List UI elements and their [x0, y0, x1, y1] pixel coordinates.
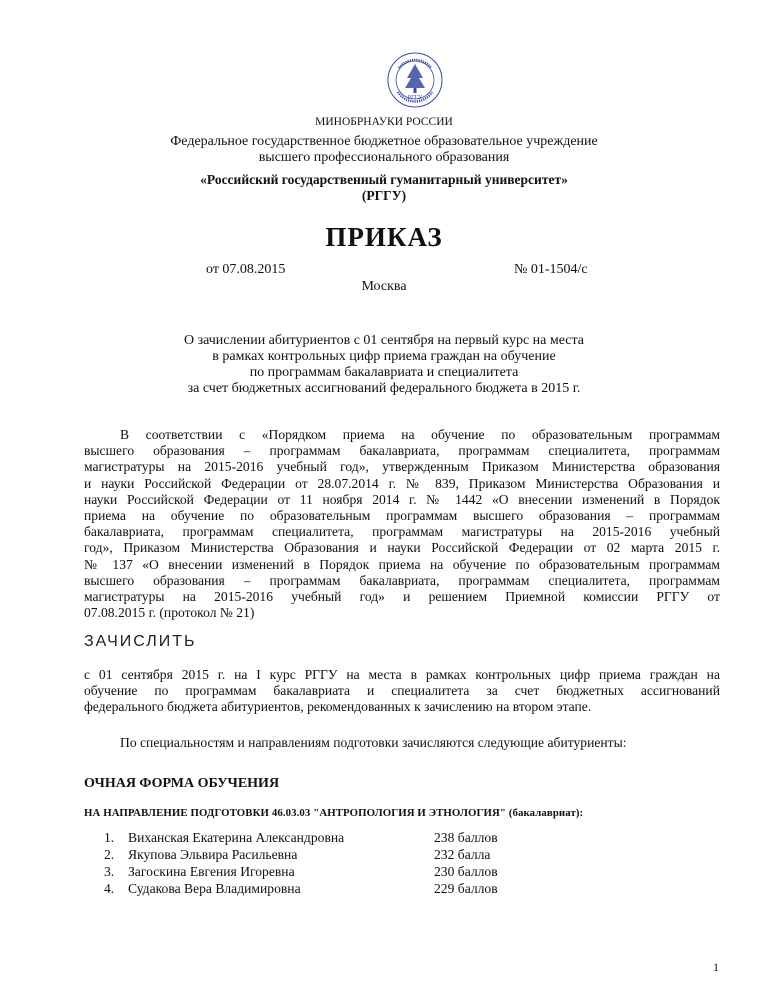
student-list [104, 829, 554, 897]
decision-paragraph [84, 667, 720, 716]
list-number: 3. [104, 864, 115, 879]
order-number: № 01-1504/с [514, 262, 588, 277]
student-name: Загоскина Евгения Игоревна [128, 864, 295, 879]
preamble-line: В соответствии с «Порядком приема на обучение по образовательным программам [120, 427, 720, 442]
subject-line-1: О зачислении абитуриентов с 01 сентября на первый курс на места [183, 333, 585, 348]
list-number: 1. [104, 830, 115, 845]
svg-text:РГГУ: РГГУ [407, 95, 423, 101]
preamble-line: магистратуры на 2015-2016 учебный год» и решением Приемной комиссии РГГУ от [84, 589, 720, 605]
ministry-name: МИНОБРНАУКИ РОССИИ [315, 116, 453, 128]
preamble-line: высшего образования – программам бакалавриата, программам специалитета, программам [84, 572, 720, 588]
preamble-line: магистратуры на 2015-2016 учебный год», утвержденным Приказом Министерства образования [84, 459, 720, 475]
list-item [104, 829, 554, 846]
institution-line-2: высшего профессионального образования [258, 150, 510, 165]
decision-heading: ЗАЧИСЛИТЬ [84, 633, 197, 650]
subject-line-4: за счет бюджетных ассигнований федерального бюджета в 2015 г. [187, 381, 581, 396]
form-heading: ОЧНАЯ ФОРМА ОБУЧЕНИЯ [84, 776, 280, 791]
decision-note: По специальностям и направлениям подготовки зачисляются следующие абитуриенты: [120, 735, 627, 750]
student-name: Якупова Эльвира Расильевна [128, 847, 298, 862]
student-name: Виханская Екатерина Александровна [128, 830, 345, 845]
page-number: 1 [713, 960, 719, 974]
preamble-line: приема на обучение по образовательным программам высшего образования – программам [84, 508, 720, 524]
student-score: 232 балла [434, 847, 491, 862]
university-logo [385, 50, 445, 110]
university-name: «Российский государственный гуманитарный университет» [200, 172, 568, 187]
decision-line: федерального бюджета абитуриентов, рекомендованных к зачислению на втором этапе. [84, 699, 592, 715]
preamble-line: науки Российской Федерации от 11 ноября 2014 г. № 1442 «О внесении изменений в Порядок [84, 491, 720, 507]
preamble-line: 07.08.2015 г. (протокол № 21) [84, 605, 255, 621]
direction-heading: НА НАПРАВЛЕНИЕ ПОДГОТОВКИ 46.03.03 "АНТРОПОЛОГИЯ И ЭТНОЛОГИЯ" (бакалавриат): [84, 807, 584, 819]
document-title: ПРИКАЗ [325, 222, 443, 252]
preamble-line: высшего образования – программам бакалавриата, программам специалитета, программам [84, 443, 720, 459]
decision-line: обучение по программам бакалавриата и специалитета за счет бюджетных ассигнований [84, 683, 720, 699]
student-score: 238 баллов [434, 830, 498, 845]
list-item [104, 863, 554, 880]
list-item [104, 880, 554, 897]
preamble-line: бакалавриата, программам специалитета, программам магистратуры на 2015-2016 учебный [84, 524, 720, 540]
university-abbr: (РГГУ) [361, 188, 407, 203]
student-name: Судакова Вера Владимировна [128, 881, 301, 896]
list-number: 2. [104, 847, 115, 862]
preamble-paragraph [84, 427, 720, 621]
list-item [104, 846, 554, 863]
institution-line-1: Федеральное государственное бюджетное образовательное учреждение [170, 134, 598, 149]
order-city: Москва [361, 279, 407, 294]
preamble-line: № 137 «О внесении изменений в Порядок приема на обучение по образовательным программам [84, 556, 720, 572]
preamble-line: год», Приказом Министерства Образования и науки Российской Федерации от 02 марта 2015 г. [84, 540, 720, 556]
list-number: 4. [104, 881, 115, 896]
student-score: 229 баллов [434, 881, 498, 896]
order-date: от 07.08.2015 [206, 262, 286, 277]
student-score: 230 баллов [434, 864, 498, 879]
preamble-line: и науки Российской Федерации от 28.07.2014 г. № 839, Приказом Министерства Образования и [84, 475, 720, 491]
decision-line: с 01 сентября 2015 г. на I курс РГГУ на места в рамках контрольных цифр приема граждан на [84, 667, 720, 682]
subject-line-2: в рамках контрольных цифр приема граждан на обучение [212, 349, 556, 364]
subject-line-3: по программам бакалавриата и специалитета [249, 365, 519, 380]
